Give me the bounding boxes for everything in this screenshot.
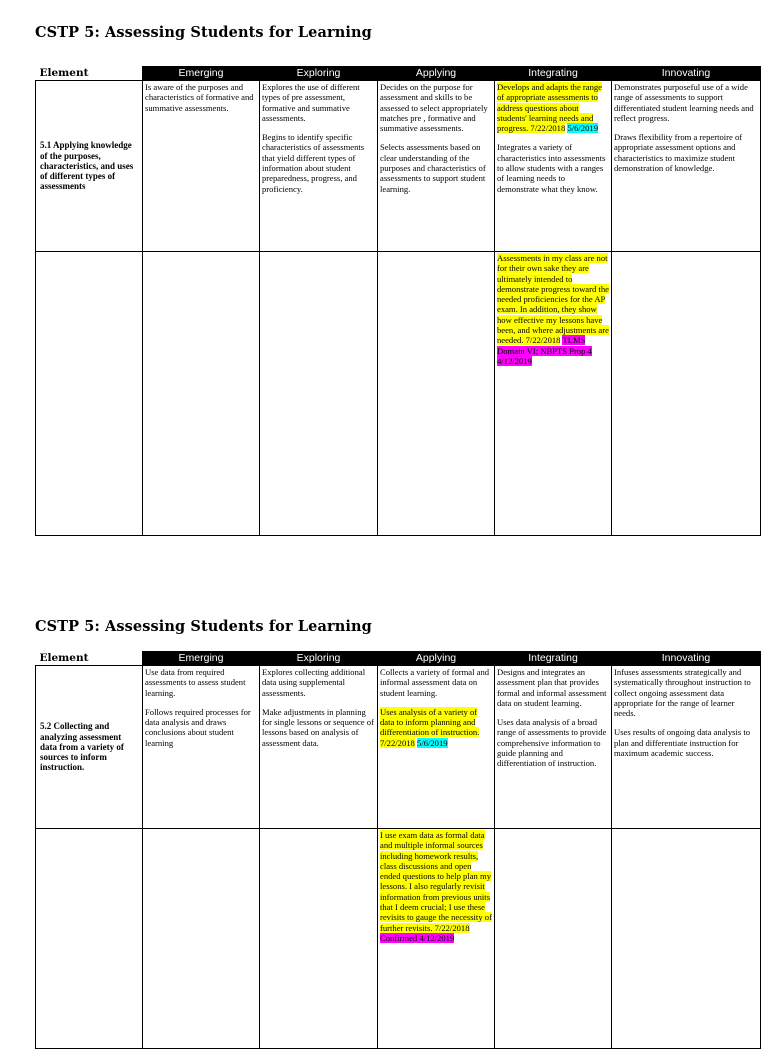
applying-cell <box>378 81 495 252</box>
section-1-title: CSTP 5: Assessing Students for Learning <box>35 24 372 41</box>
emerging-cell <box>143 666 260 829</box>
level-header-applying: Applying <box>378 652 495 666</box>
innovating-cell <box>612 666 761 829</box>
evidence-row <box>36 252 761 536</box>
evidence-integrating-cell <box>495 252 612 536</box>
evidence-row <box>36 829 761 1049</box>
descriptor-text: Explores collecting additional data using supplemental assessments. <box>262 667 366 698</box>
level-header-innovating: Innovating <box>612 67 761 81</box>
element-cell <box>36 666 143 829</box>
element-cell <box>36 81 143 252</box>
descriptor-text: Make adjustments in planning for single lessons or sequence of lessons based on analysis of assessment data. <box>262 706 374 748</box>
descriptor-text: Decides on the purpose for assessment and skills to be assessed to select appropriately matches pre , formative and summative assessments. <box>380 82 488 134</box>
exploring-cell <box>260 666 378 829</box>
descriptor-text: Explores the use of different types of pre assessment, formative and summative assessments. <box>262 82 360 123</box>
evidence-applying-cell <box>378 252 495 536</box>
evidence-innovating-cell <box>612 252 761 536</box>
evidence-confirmation: TLMS Domain VI; NBPTS Prop 4 4/12/2019 <box>497 335 592 366</box>
section-2-title: CSTP 5: Assessing Students for Learning <box>35 618 372 635</box>
evidence-applying-cell <box>378 829 495 1049</box>
descriptor-text: Uses results of ongoing data analysis to plan and differentiate instruction for maximum academic success. <box>614 727 751 759</box>
innovating-cell <box>612 81 761 252</box>
descriptor-text: Is aware of the purposes and characteristics of formative and summative assessments. <box>145 82 254 113</box>
highlighted-date: 5/6/2019 <box>417 737 448 748</box>
level-header-integrating: Integrating <box>495 652 612 666</box>
rubric-table-5-1 <box>35 66 761 536</box>
element-header: Element <box>36 652 143 666</box>
level-header-emerging: Emerging <box>143 67 260 81</box>
element-text: 5.2 Collecting and analyzing assessment data from a variety of sources to inform instruction. <box>40 721 124 773</box>
evidence-confirmation: Confirmed 4/12/2019 <box>380 932 455 943</box>
evidence-exploring-cell <box>260 829 378 1049</box>
integrating-cell <box>495 666 612 829</box>
evidence-exploring-cell <box>260 252 378 536</box>
level-header-integrating: Integrating <box>495 67 612 81</box>
evidence-element-cell <box>36 252 143 536</box>
applying-cell <box>378 666 495 829</box>
level-header-exploring: Exploring <box>260 652 378 666</box>
descriptor-text: Follows required processes for data analysis and draws conclusions about student learning <box>145 706 251 748</box>
evidence-text: I use exam data as formal data and multiple informal sources including homework results, class discussions and open ended questions to help plan my lessons. I also regularly revisit information from previous units that I deem crucial; I use these revisits to gauge the necessity of further revisits. 7/22/2018 <box>380 830 492 933</box>
element-header: Element <box>36 67 143 81</box>
evidence-text: Assessments in my class are not for their own sake they are ultimately intended to demonstrate progress toward the needed proficiencies for the AP exam. In addition, they show how effective my lessons have been, and where adjustments are needed. 7/22/2018 <box>497 253 609 346</box>
descriptor-row <box>36 81 761 252</box>
evidence-element-cell <box>36 829 143 1049</box>
level-header-applying: Applying <box>378 67 495 81</box>
descriptor-text: Infuses assessments strategically and systematically throughout instruction to collect ongoing assessment data appropriate for the range of learner needs. <box>614 667 751 719</box>
descriptor-text: Draws flexibility from a repertoire of appropriate assessment options and characteristics to maximize student demonstration of knowledge. <box>614 132 743 174</box>
level-header-emerging: Emerging <box>143 652 260 666</box>
evidence-integrating-cell <box>495 829 612 1049</box>
emerging-cell <box>143 81 260 252</box>
highlighted-date: 5/6/2019 <box>567 123 598 134</box>
integrating-cell <box>495 81 612 252</box>
evidence-innovating-cell <box>612 829 761 1049</box>
rubric-table-5-2 <box>35 651 761 1049</box>
descriptor-text: Integrates a variety of characteristics into assessments to allow students with a ranges of learning needs to demonstrate what they know. <box>497 142 606 194</box>
descriptor-text: Begins to identify specific characteristics of assessments that yield different types of information about student preparedness, progress, and proficiency. <box>262 132 365 194</box>
highlighted-self-assessment: Develops and adapts the range of appropriate assessments to address questions about students' learning needs and progress. 7/22/2018 <box>497 82 602 134</box>
exploring-cell <box>260 81 378 252</box>
element-text: 5.1 Applying knowledge of the purposes, characteristics, and uses of different types of assessments <box>40 140 134 192</box>
descriptor-text: Demonstrates purposeful use of a wide range of assessments to support differentiated student learning needs and reflect progress. <box>614 82 754 123</box>
descriptor-text: Designs and integrates an assessment plan that provides formal and informal assessment data on student learning. <box>497 667 607 708</box>
evidence-emerging-cell <box>143 252 260 536</box>
descriptor-row <box>36 666 761 829</box>
highlighted-self-assessment: Uses analysis of a variety of data to inform planning and differentiation of instruction. 7/22/2018 <box>380 706 480 748</box>
evidence-emerging-cell <box>143 829 260 1049</box>
descriptor-text: Selects assessments based on clear understanding of the purposes and characteristics of assessments to support student learning. <box>380 142 486 194</box>
descriptor-text: Use data from required assessments to assess student learning. <box>145 667 246 698</box>
level-header-exploring: Exploring <box>260 67 378 81</box>
level-header-innovating: Innovating <box>612 652 761 666</box>
descriptor-text: Uses data analysis of a broad range of assessments to provide comprehensive information to guide planning and differentiation of instruction. <box>497 717 607 769</box>
descriptor-text: Collects a variety of formal and informal assessment data on student learning. <box>380 667 490 698</box>
